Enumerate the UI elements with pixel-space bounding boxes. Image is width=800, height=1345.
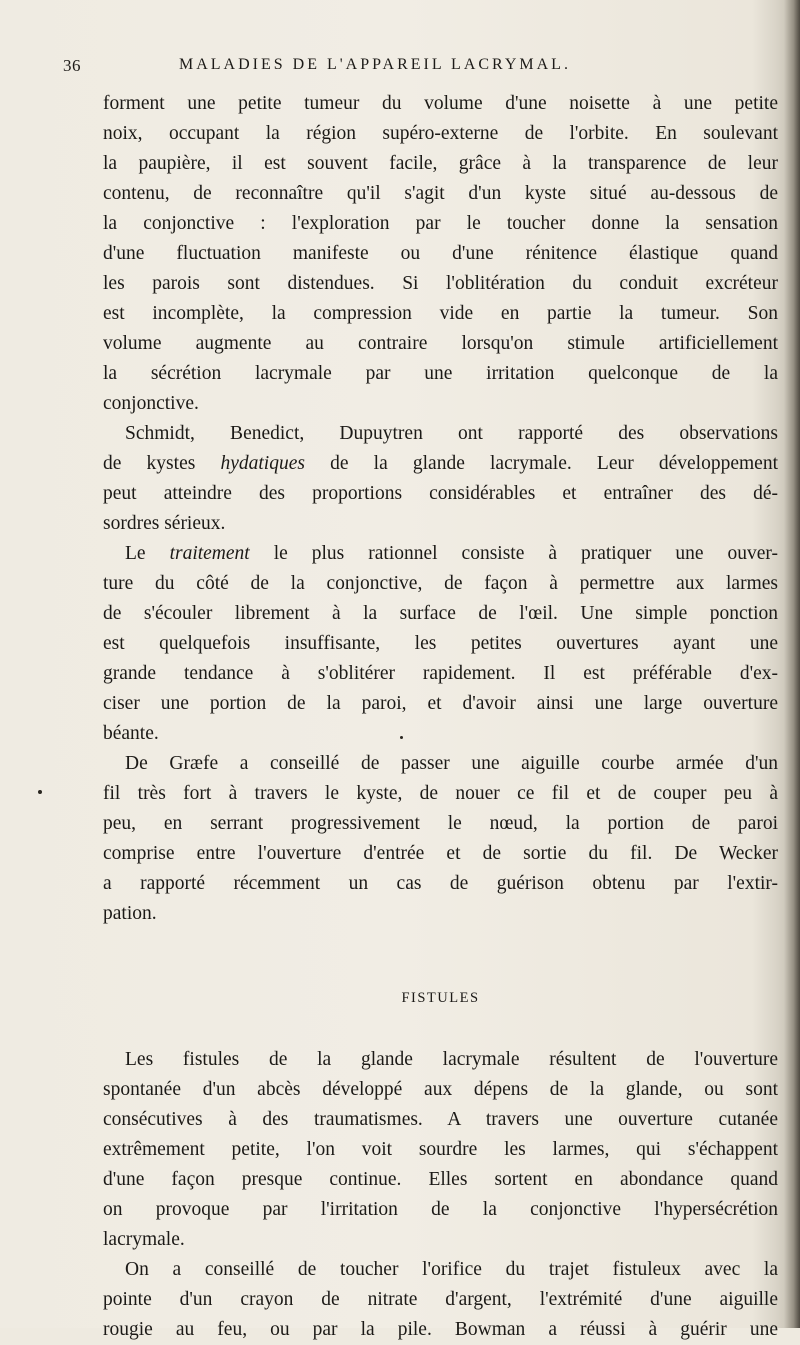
paragraph-fistules — [103, 1045, 778, 1255]
text-span: Le — [125, 543, 170, 564]
text-line: la conjonctive : l'exploration par le toucher donne la sensation — [103, 213, 778, 234]
text-line: la paupière, il est souvent facile, grâce à la transparence de leur — [103, 153, 778, 174]
ink-speck — [38, 790, 42, 794]
text-line: les parois sont distendues. Si l'oblitération du conduit excréteur — [103, 273, 778, 294]
text-line: forment une petite tumeur du volume d'une noisette à une petite — [103, 93, 778, 114]
text-line: volume augmente au contraire lorsqu'on stimule artificiellement — [103, 333, 778, 354]
text-line: contenu, de reconnaître qu'il s'agit d'un kyste situé au-dessous de — [103, 183, 778, 204]
paragraph-traitement — [103, 539, 778, 749]
text-line: fil très fort à travers le kyste, de nouer ce fil et de couper peu à — [103, 783, 778, 804]
text-line: a rapporté récemment un cas de guérison obtenu par l'extir- — [103, 873, 778, 894]
page-edge-shadow — [784, 0, 800, 1328]
text-line: peu, en serrant progressivement le nœud, la portion de paroi — [103, 813, 778, 834]
text-span: le plus rationnel consiste à pratiquer une ouver- — [249, 543, 778, 564]
text-line: Les fistules de la glande lacrymale résultent de l'ouverture — [125, 1049, 778, 1070]
italic-term-hydatiques: hydatiques — [220, 453, 305, 474]
section-heading-fistules: FISTULES — [401, 990, 480, 1006]
text-line: on provoque par l'irritation de la conjonctive l'hypersécrétion — [103, 1199, 778, 1220]
text-line: d'une façon presque continue. Elles sortent en abondance quand — [103, 1169, 778, 1190]
page-number: 36 — [63, 56, 81, 75]
text-line: conjonctive. — [103, 393, 199, 414]
text-line: Schmidt, Benedict, Dupuytren ont rapporté des observations — [125, 423, 778, 444]
paragraph-kystes-hydatiques — [103, 419, 778, 539]
paragraph-de-graefe — [103, 749, 778, 929]
text-line: noix, occupant la région supéro-externe de l'orbite. En soulevant — [103, 123, 778, 144]
running-header — [63, 56, 763, 86]
text-line: On a conseillé de toucher l'orifice du trajet fistuleux avec la — [125, 1259, 778, 1280]
text-line: comprise entre l'ouverture d'entrée et de sortie du fil. De Wecker — [103, 843, 778, 864]
italic-term-traitement: traitement — [169, 543, 250, 564]
text-line: béante. — [103, 723, 159, 744]
text-span: de la glande lacrymale. Leur développement — [304, 453, 778, 474]
text-line: pation. — [103, 903, 157, 924]
paragraph-kyste-description — [103, 89, 778, 419]
text-line: ciser une portion de la paroi, et d'avoir ainsi une large ouverture — [103, 693, 778, 714]
text-line: consécutives à des traumatismes. A travers une ouverture cutanée — [103, 1109, 778, 1130]
running-title: MALADIES DE L'APPAREIL LACRYMAL. — [179, 56, 571, 73]
text-line: spontanée d'un abcès développé aux dépens de la glande, ou sont — [103, 1079, 778, 1100]
text-line: pointe d'un crayon de nitrate d'argent, l'extrémité d'une aiguille — [103, 1289, 778, 1310]
text-line: sordres sérieux. — [103, 513, 226, 534]
text-line: ture du côté de la conjonctive, de façon à permettre aux larmes — [103, 573, 778, 594]
text-line: est quelquefois insuffisante, les petites ouvertures ayant une — [103, 633, 778, 654]
body-text — [103, 89, 778, 1345]
text-span: de kystes — [103, 453, 221, 474]
text-line — [103, 449, 778, 479]
text-line: grande tendance à s'oblitérer rapidement. Il est préférable d'ex- — [103, 663, 778, 684]
paragraph-orifice — [103, 1255, 778, 1345]
text-line: De Græfe a conseillé de passer une aiguille courbe armée d'un — [125, 753, 778, 774]
text-line: de s'écouler librement à la surface de l'œil. Une simple ponction — [103, 603, 778, 624]
text-line: peut atteindre des proportions considérables et entraîner des dé- — [103, 483, 778, 504]
text-line: rougie au feu, ou par la pile. Bowman a réussi à guérir une — [103, 1319, 778, 1340]
text-line: d'une fluctuation manifeste ou d'une rénitence élastique quand — [103, 243, 778, 264]
text-line — [103, 539, 778, 569]
text-line: lacrymale. — [103, 1229, 185, 1250]
section-spacer — [103, 929, 778, 983]
section-spacer — [103, 1013, 778, 1045]
text-line: est incomplète, la compression vide en partie la tumeur. Son — [103, 303, 778, 324]
text-line: la sécrétion lacrymale par une irritation quelconque de la — [103, 363, 778, 384]
text-line: extrêmement petite, l'on voit sourdre les larmes, qui s'échappent — [103, 1139, 778, 1160]
